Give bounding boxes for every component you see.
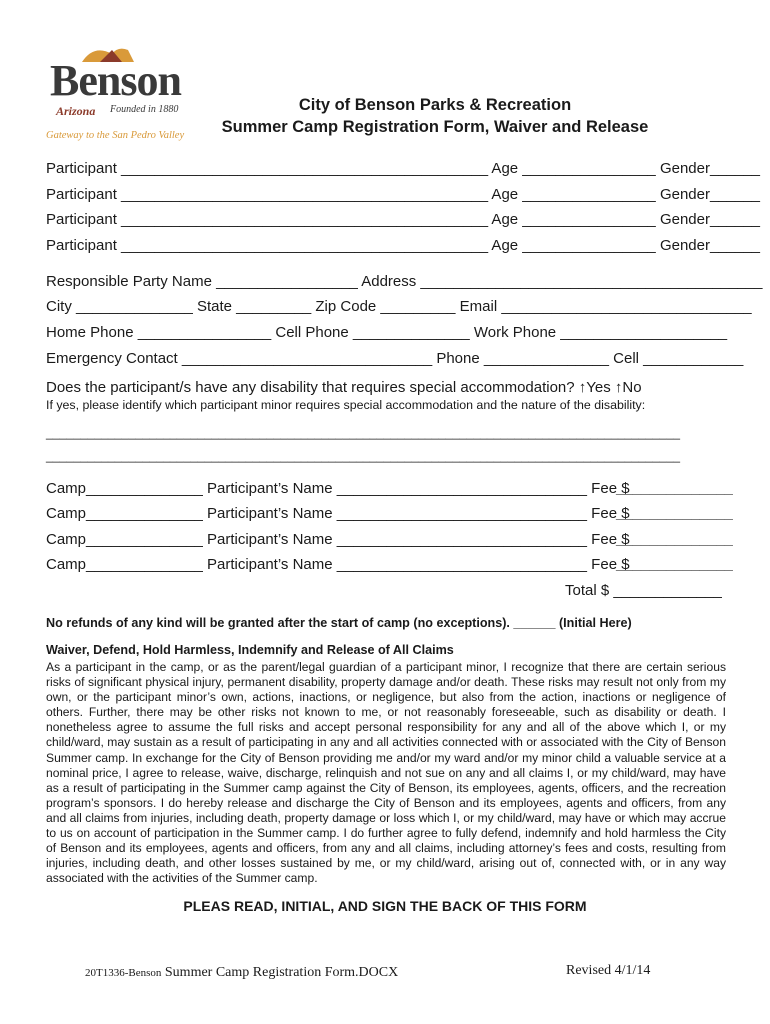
refund-policy[interactable]: No refunds of any kind will be granted after the start of camp (no exceptions). ______ (Initial Here)	[46, 616, 632, 630]
participant-row[interactable]: Participant ____________________________________________ Age ________________ Gender______	[46, 186, 761, 203]
logo-state: Arizona	[56, 104, 96, 118]
waiver-text: As a participant in the camp, or as the parent/legal guardian of a participant minor, I recognize that there are certain serious risks of significant physical injury, permanent disability, property damage and/or death. These risks may result not only from my own, or the participant minor’s own, actions, inactions, or negligence, but also from the action, inactions or negligence of others. Further, there may be other risks not known to me, or not reasonably foreseeable, such as disability or death. I nonetheless agree to assume the full risks and accept personal responsibility for any and all of the above which I, or my child/ward, may sustain as a result of participating in any and all activities connected with or associated with the City of Benson Summer camp. In exchange for the City of Benson providing me and/or my ward and/or my minor child a valuable service at a nominal price, I agree to release, waive, discharge, relinquish and not sue on any and all claims I, or my child/ward, may have as a result of participating in the Summer camp against the City of Benson, its employees, agents, officers, and the recreation program’s sponsors. I do hereby release and discharge the City of Benson and its employees, agents and officers, from any and all claims from injuries, including death, property damage or loss which I, or my child/ward, may have or which may accrue to us on account of participation in the Summer camp. I do further agree to fully defend, indemnify and hold harmless the City of Benson and its employees, agents and officers, from any and all claims, including attorney’s fees and costs, resulting from injuries, including death, and other losses sustained by me, or my child/ward, arising out of, connected with, or in any way associated with the activities of the Summer camp.	[46, 660, 726, 886]
disability-blank-line[interactable]: ____________________________________________________________________________________________	[46, 449, 680, 463]
emergency-contact-row[interactable]: Emergency Contact ______________________________ Phone _______________ Cell ____________	[46, 350, 744, 367]
logo-tagline: Gateway to the San Pedro Valley	[46, 130, 185, 141]
form-title-line2: Summer Camp Registration Form, Waiver and Release	[221, 118, 649, 136]
camp-row[interactable]: Camp______________ Participant’s Name ______________________________ Fee $	[46, 556, 630, 573]
participant-row[interactable]: Participant ____________________________________________ Age ________________ Gender______	[46, 237, 761, 254]
responsible-party-row[interactable]: Responsible Party Name _________________ Address _________________________________________	[46, 273, 763, 290]
footer-revised: Revised 4/1/14	[566, 963, 651, 978]
logo-wordmark: Benson	[50, 56, 181, 105]
camp-fee-field[interactable]: ______________	[616, 480, 733, 497]
camp-fee-field[interactable]: ______________	[616, 505, 733, 522]
footer-doc-name: Summer Camp Registration Form.DOCX	[161, 965, 399, 980]
disability-instruction: If yes, please identify which participant minor requires special accommodation and the nature of the disability:	[46, 398, 646, 412]
footer-doc-info	[85, 963, 398, 981]
participant-row[interactable]: Participant ____________________________________________ Age ________________ Gender______	[46, 211, 761, 228]
camp-row[interactable]: Camp______________ Participant’s Name ______________________________ Fee $	[46, 480, 630, 497]
footer-doc-code: 20T1336-Benson	[85, 967, 162, 979]
phones-row[interactable]: Home Phone ________________ Cell Phone ______________ Work Phone ____________________	[46, 324, 728, 341]
camp-row[interactable]: Camp______________ Participant’s Name ______________________________ Fee $	[46, 531, 630, 548]
participant-row[interactable]: Participant ____________________________________________ Age ________________ Gender______	[46, 160, 761, 177]
disability-blank-line[interactable]: ____________________________________________________________________________________________	[46, 426, 680, 440]
camp-row[interactable]: Camp______________ Participant’s Name ______________________________ Fee $	[46, 505, 630, 522]
back-notice: PLEAS READ, INITIAL, AND SIGN THE BACK OF THIS FORM	[183, 898, 587, 914]
logo-founded: Founded in 1880	[110, 104, 179, 115]
total-fee-field[interactable]: Total $ _____________	[565, 582, 722, 599]
form-title-line1: City of Benson Parks & Recreation	[298, 96, 572, 114]
camp-fee-field[interactable]: ______________	[616, 531, 733, 548]
disability-question[interactable]: Does the participant/s have any disability that requires special accommodation? ↑Yes ↑No	[46, 379, 642, 396]
waiver-title: Waiver, Defend, Hold Harmless, Indemnify and Release of All Claims	[46, 643, 454, 657]
camp-fee-field[interactable]: ______________	[616, 556, 733, 573]
city-state-zip-email-row[interactable]: City ______________ State _________ Zip Code _________ Email ______________________________	[46, 298, 752, 315]
